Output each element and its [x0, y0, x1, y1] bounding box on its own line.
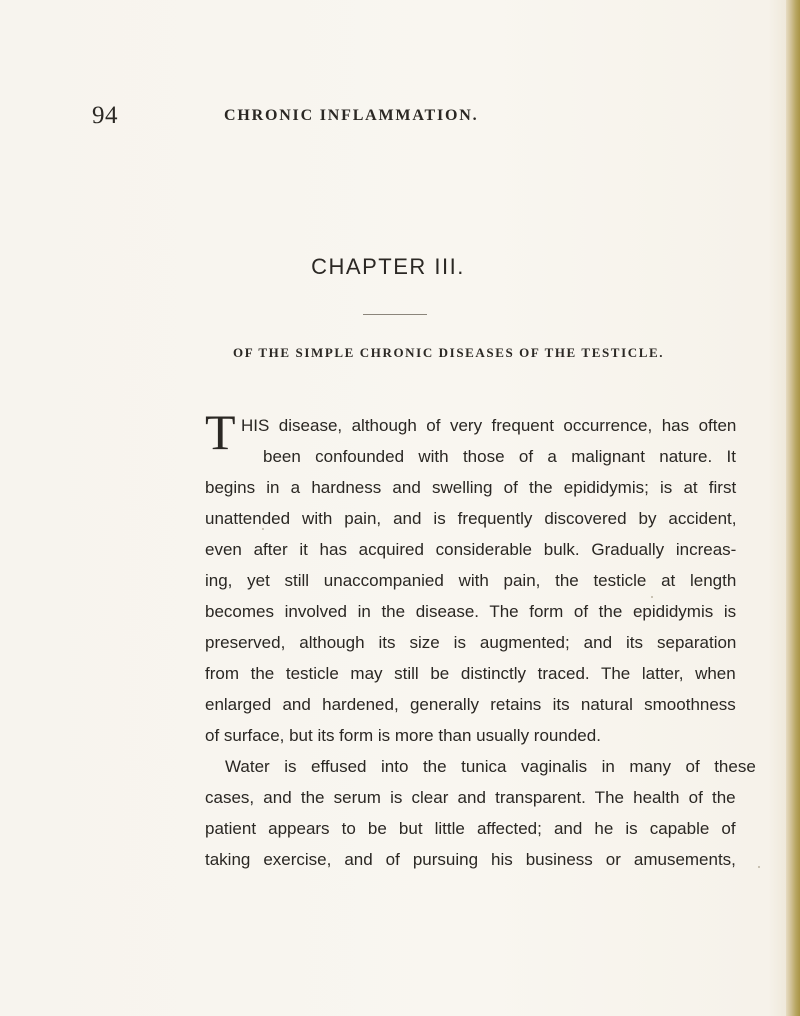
text-line [205, 782, 736, 813]
page-edge-shading [786, 0, 800, 1016]
paragraph-2 [205, 751, 756, 875]
text-line [205, 658, 736, 689]
text-line [205, 689, 736, 720]
text-line-content: of surface, but its form is more than usually rounded. [205, 726, 601, 745]
paragraph-1-line-1-text: HIS disease, although of very frequent occurrence, has often [241, 416, 737, 435]
text-line [205, 534, 736, 565]
page-number: 94 [92, 102, 118, 129]
text-line-content: taking exercise, and of pursuing his business or amusements, [205, 850, 736, 869]
chapter-heading: CHAPTER III. [311, 254, 465, 279]
text-line [205, 720, 736, 751]
text-line-content: enlarged and hardened, generally retains its natural smoothness [205, 695, 736, 714]
paper-speck [262, 528, 264, 530]
running-title: CHRONIC INFLAMMATION. [224, 107, 479, 124]
text-line-content: begins in a hardness and swelling of the epididymis; is at first [205, 478, 737, 497]
text-line-content: ing, yet still unaccompanied with pain, the testicle at length [205, 571, 737, 590]
text-line-content: even after it has acquired considerable bulk. Gradually increas- [205, 540, 737, 559]
running-head [84, 100, 744, 130]
text-line [205, 627, 736, 658]
paragraph-1-line-2 [263, 441, 736, 472]
text-line-content: Water is effused into the tunica vaginalis in many of these [225, 757, 756, 776]
text-line [205, 503, 736, 534]
chapter-subtitle: OF THE SIMPLE CHRONIC DISEASES OF THE TESTICLE. [233, 345, 665, 360]
paragraph-1 [205, 472, 736, 751]
drop-cap: T [205, 404, 237, 460]
paper-speck [651, 596, 653, 598]
text-line-content: patient appears to be but little affected; and he is capable of [205, 819, 736, 838]
text-line [205, 565, 736, 596]
text-line [205, 844, 736, 875]
paragraph-1-line-1 [241, 410, 736, 441]
body-text [205, 472, 756, 875]
text-line [205, 472, 736, 503]
text-line-content: cases, and the serum is clear and transparent. The health of the [205, 788, 736, 807]
text-line-content: preserved, although its size is augmented; and its separation [205, 633, 737, 652]
paragraph-1-line-2-text: been confounded with those of a malignant nature. It [263, 447, 736, 466]
chapter-divider [363, 314, 427, 315]
text-line [205, 596, 736, 627]
text-line-content: unattended with pain, and is frequently discovered by accident, [205, 509, 737, 528]
text-line-content: becomes involved in the disease. The form of the epididymis is [205, 602, 737, 621]
text-line [205, 813, 736, 844]
text-line [205, 751, 756, 782]
text-line-content: from the testicle may still be distinctly traced. The latter, when [205, 664, 736, 683]
paper-speck [758, 866, 760, 868]
